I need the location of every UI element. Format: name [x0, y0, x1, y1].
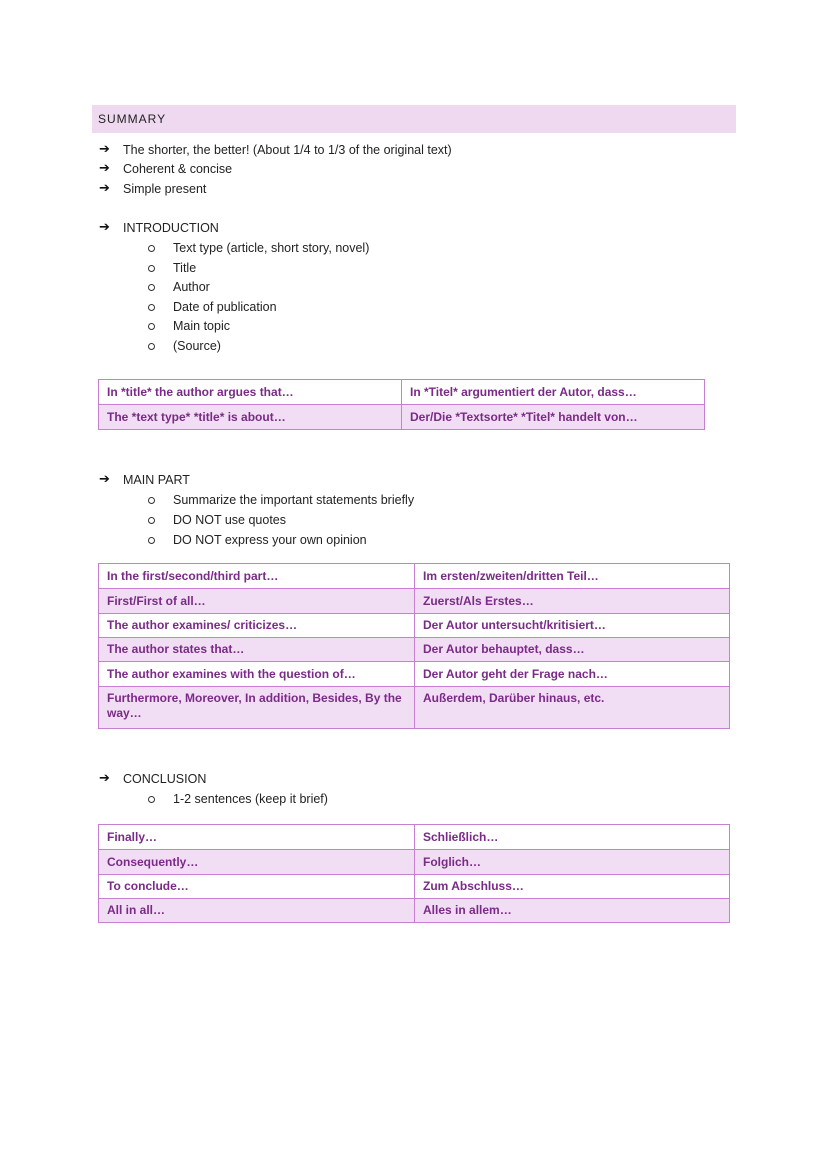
table-row	[99, 899, 730, 923]
introduction-phrase-table	[98, 379, 705, 430]
phrase-german: Zuerst/Als Erstes…	[415, 589, 730, 614]
circle-bullet-icon	[148, 497, 155, 504]
phrase-english: In *title* the author argues that…	[99, 380, 402, 405]
phrase-english: Consequently…	[99, 850, 415, 875]
phrase-english: The author examines/ criticizes…	[99, 614, 415, 638]
summary-bullet: The shorter, the better! (About 1/4 to 1/3 of the original text)	[123, 143, 452, 157]
introduction-item: Author	[173, 280, 210, 294]
main-part-item: Summarize the important statements briefly	[173, 493, 415, 507]
phrase-english: The *text type* *title* is about…	[99, 405, 402, 430]
circle-bullet-icon	[148, 343, 155, 350]
phrase-german: Der/Die *Textsorte* *Titel* handelt von…	[402, 405, 705, 430]
arrow-icon: ➔	[99, 180, 110, 195]
introduction-item: Main topic	[173, 319, 230, 333]
conclusion-heading: CONCLUSION	[123, 772, 207, 786]
circle-bullet-icon	[148, 796, 155, 803]
introduction-item: (Source)	[173, 339, 221, 353]
phrase-german: Außerdem, Darüber hinaus, etc.	[415, 687, 730, 729]
circle-bullet-icon	[148, 517, 155, 524]
circle-bullet-icon	[148, 265, 155, 272]
arrow-icon: ➔	[99, 471, 110, 486]
circle-bullet-icon	[148, 323, 155, 330]
phrase-english: The author examines with the question of…	[99, 662, 415, 687]
phrase-english: The author states that…	[99, 638, 415, 662]
table-row	[99, 380, 705, 405]
arrow-icon: ➔	[99, 219, 110, 234]
table-row	[99, 662, 730, 687]
circle-bullet-icon	[148, 537, 155, 544]
introduction-item: Text type (article, short story, novel)	[173, 241, 370, 255]
phrase-english: All in all…	[99, 899, 415, 923]
table-row	[99, 564, 730, 589]
circle-bullet-icon	[148, 304, 155, 311]
phrase-german: Zum Abschluss…	[415, 875, 730, 899]
table-row	[99, 687, 730, 729]
conclusion-item: 1-2 sentences (keep it brief)	[173, 792, 328, 806]
summary-heading-bar	[92, 105, 736, 133]
summary-bullet: Coherent & concise	[123, 162, 233, 176]
phrase-german: In *Titel* argumentiert der Autor, dass…	[402, 380, 705, 405]
phrase-german: Der Autor behauptet, dass…	[415, 638, 730, 662]
phrase-english: Finally…	[99, 825, 415, 850]
main-part-item: DO NOT express your own opinion	[173, 533, 367, 547]
introduction-heading: INTRODUCTION	[123, 221, 219, 235]
summary-bullet: Simple present	[123, 182, 207, 196]
main-part-phrase-table	[98, 563, 730, 729]
table-row	[99, 405, 705, 430]
phrase-german: Alles in allem…	[415, 899, 730, 923]
phrase-german: Schließlich…	[415, 825, 730, 850]
phrase-german: Folglich…	[415, 850, 730, 875]
table-row	[99, 850, 730, 875]
summary-heading: SUMMARY	[98, 112, 167, 126]
phrase-english: First/First of all…	[99, 589, 415, 614]
phrase-english: To conclude…	[99, 875, 415, 899]
table-row	[99, 614, 730, 638]
phrase-english: Furthermore, Moreover, In addition, Besides, By the way…	[99, 687, 415, 729]
introduction-item: Date of publication	[173, 300, 277, 314]
phrase-german: Der Autor untersucht/kritisiert…	[415, 614, 730, 638]
circle-bullet-icon	[148, 284, 155, 291]
arrow-icon: ➔	[99, 770, 110, 785]
introduction-item: Title	[173, 261, 197, 275]
main-part-item: DO NOT use quotes	[173, 513, 287, 527]
arrow-icon: ➔	[99, 141, 110, 156]
table-row	[99, 589, 730, 614]
main-part-heading: MAIN PART	[123, 473, 190, 487]
circle-bullet-icon	[148, 245, 155, 252]
table-row	[99, 638, 730, 662]
table-row	[99, 825, 730, 850]
conclusion-phrase-table	[98, 824, 730, 923]
arrow-icon: ➔	[99, 160, 110, 175]
phrase-german: Der Autor geht der Frage nach…	[415, 662, 730, 687]
phrase-english: In the first/second/third part…	[99, 564, 415, 589]
phrase-german: Im ersten/zweiten/dritten Teil…	[415, 564, 730, 589]
table-row	[99, 875, 730, 899]
